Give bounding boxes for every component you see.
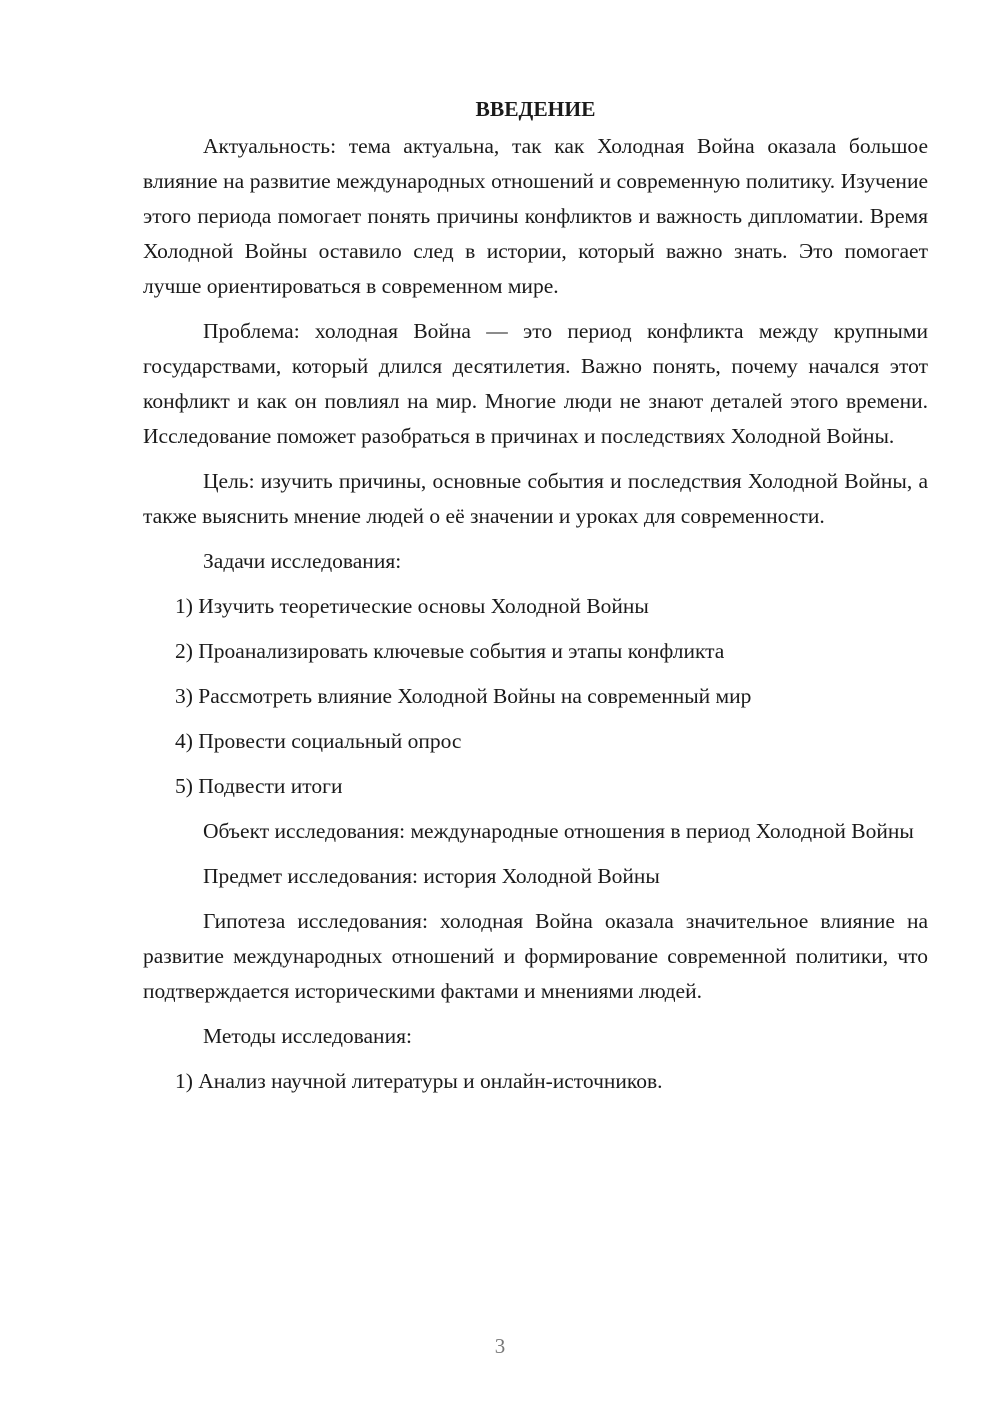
- document-page: [143, 92, 928, 1109]
- method-item: 1) Анализ научной литературы и онлайн-источников.: [175, 1069, 663, 1093]
- relevance-paragraph: Актуальность: тема актуальна, так как Холодная Война оказала большое влияние на развитие международных отношений и современную политику. Изучение этого периода помогает понять причины конфликтов и важность дипломатии. Время Холодной Войны оставило след в истории, который важно знать. Это помогает лучше ориентироваться в современном мире.: [143, 134, 928, 298]
- section-title: ВВЕДЕНИЕ: [475, 97, 596, 121]
- hypothesis-paragraph: Гипотеза исследования: холодная Война оказала значительное влияние на развитие международных отношений и формирование современной политики, что подтверждается историческими фактами и мнениями людей.: [143, 909, 928, 1003]
- problem-paragraph: Проблема: холодная Война — это период конфликта между крупными государствами, который длился десятилетия. Важно понять, почему начался этот конфликт и как он повлиял на мир. Многие люди не знают деталей этого времени. Исследование поможет разобраться в причинах и последствиях Холодной Войны.: [143, 319, 928, 448]
- subject-line: Предмет исследования: история Холодной Войны: [203, 864, 660, 888]
- task-item: 4) Провести социальный опрос: [175, 729, 462, 753]
- tasks-heading: Задачи исследования:: [203, 549, 402, 573]
- task-item: 5) Подвести итоги: [175, 774, 343, 798]
- task-item: 3) Рассмотреть влияние Холодной Войны на современный мир: [175, 684, 752, 708]
- methods-heading: Методы исследования:: [203, 1024, 412, 1048]
- task-item: 2) Проанализировать ключевые события и этапы конфликта: [175, 639, 725, 663]
- task-item: 1) Изучить теоретические основы Холодной Войны: [175, 594, 649, 618]
- object-paragraph: Объект исследования: международные отношения в период Холодной Войны: [203, 819, 914, 843]
- goal-paragraph: Цель: изучить причины, основные события и последствия Холодной Войны, а также выяснить мнение людей о её значении и уроках для современности.: [143, 469, 928, 528]
- page-number: 3: [494, 1334, 506, 1358]
